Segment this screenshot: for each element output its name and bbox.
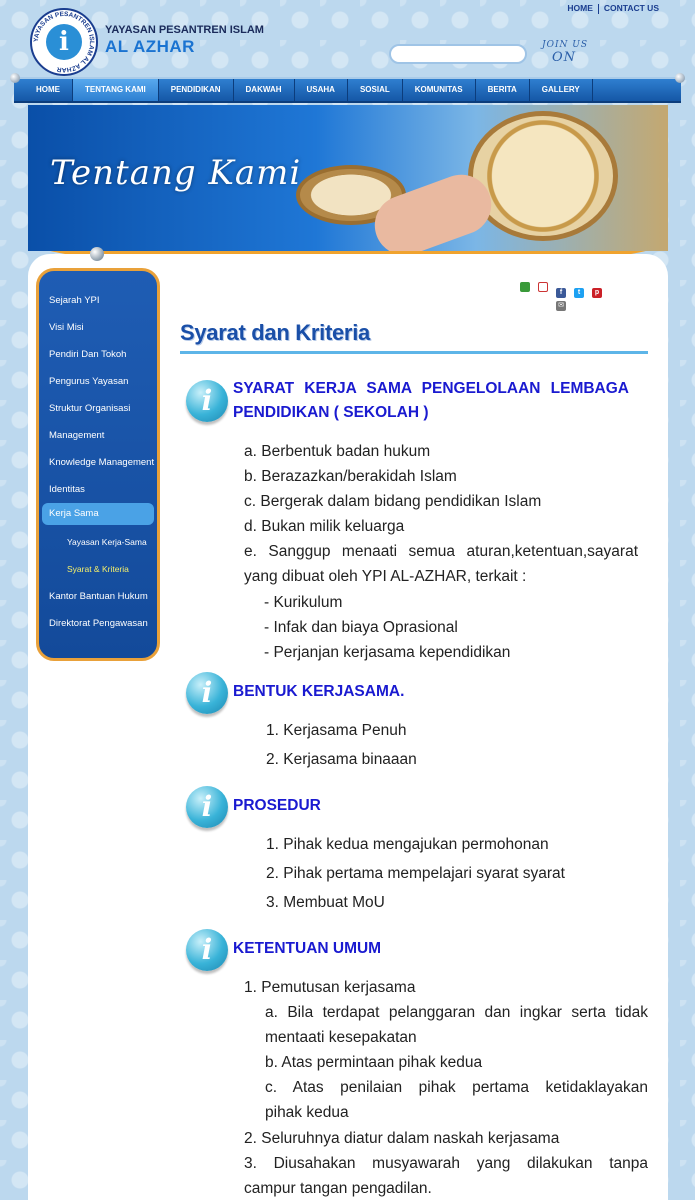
sidebar-item-identitas[interactable]: Identitas [49,484,85,495]
page-title: Syarat dan Kriteria [180,320,370,345]
sidebar-menu [36,268,160,661]
sidebar-item-sejarah[interactable]: Sejarah YPI [49,295,100,306]
title-divider [180,351,648,354]
nav-usaha[interactable]: USAHA [295,79,348,101]
list-item: c. Atas penilaian pihak pertama ketidaklayakan [265,1079,648,1096]
pdf-icon[interactable] [538,282,548,292]
list-item: 3. Diusahakan musyawarah yang dilakukan tanpa [244,1155,648,1172]
list-item: e. Sanggup menaati semua aturan,ketentuan,sayarat [244,543,638,560]
sidebar-item-kerja-sama[interactable]: Kerja Sama [42,503,154,525]
nav-berita[interactable]: BERITA [476,79,530,101]
list-item: 1. Kerjasama Penuh [266,722,407,739]
sidebar-item-kantor[interactable]: Kantor Bantuan Hukum [49,591,148,602]
sidebar-subitem-yayasan[interactable]: Yayasan Kerja-Sama [67,537,147,547]
pin-icon [90,247,104,261]
join-us-line2: ON [552,50,577,65]
info-icon: i [186,380,228,422]
twitter-icon[interactable]: t [574,288,584,298]
list-item: 1. Pemutusan kerjasama [244,979,416,996]
list-item: mentaati kesepakatan [265,1029,417,1046]
join-us-line1: JOIN US [542,40,589,50]
site-title[interactable]: AL AZHAR [105,37,195,56]
nav-tentang-kami[interactable]: TENTANG KAMI [73,79,159,101]
print-icon[interactable] [520,282,530,292]
list-item: 1. Pihak kedua mengajukan permohonan [266,836,549,853]
search-input[interactable] [389,44,527,64]
sidebar-item-pengurus[interactable]: Pengurus Yayasan [49,376,129,387]
sidebar-item-direktorat[interactable]: Direktorat Pengawasan [49,618,148,629]
list-item: c. Bergerak dalam bidang pendidikan Islam [244,493,542,510]
sidebar-item-knowledge[interactable]: Knowledge Management [49,457,155,468]
section-heading-bentuk: BENTUK KERJASAMA. [233,683,405,700]
sidebar-item-struktur[interactable]: Struktur Organisasi [49,403,131,414]
pinterest-icon[interactable]: p [592,288,602,298]
share-toolbar [518,282,608,312]
site-logo[interactable] [30,8,98,76]
top-links [567,3,659,14]
top-link-contact[interactable]: CONTACT US [603,3,659,13]
site-header [0,0,695,76]
top-link-divider [598,4,599,14]
logo-ring-text: YAYASAN PESANTREN ISLAM AL AZHAR [32,10,96,74]
list-item: 2. Seluruhnya diatur dalam naskah kerjasama [244,1130,560,1147]
list-item: - Perjanjan kerjasama kependidikan [264,644,511,661]
section-heading-prosedur: PROSEDUR [233,797,321,814]
list-item: - Infak dan biaya Oprasional [264,619,458,636]
logo-mark-icon: i [46,24,82,60]
list-item: a. Bila terdapat pelanggaran dan ingkar serta tidak [265,1004,648,1021]
sidebar-item-pendiri[interactable]: Pendiri Dan Tokoh [49,349,127,360]
nav-dakwah[interactable]: DAKWAH [234,79,295,101]
email-icon[interactable]: ✉ [556,301,566,311]
nav-sosial[interactable]: SOSIAL [348,79,403,101]
sidebar-item-visi-misi[interactable]: Visi Misi [49,322,84,333]
info-icon: i [186,786,228,828]
top-link-home[interactable]: HOME [567,3,593,13]
list-item: 2. Pihak pertama mempelajari syarat syarat [266,865,565,882]
list-item: - Kurikulum [264,594,343,611]
embroidery-hoop-image [468,111,618,241]
nav-gallery[interactable]: GALLERY [530,79,593,101]
list-item: pihak kedua [265,1104,349,1121]
nav-pendidikan[interactable]: PENDIDIKAN [159,79,234,101]
nav-komunitas[interactable]: KOMUNITAS [403,79,476,101]
info-icon: i [186,929,228,971]
sidebar-subitem-syarat[interactable]: Syarat & Kriteria [67,564,129,574]
info-icon: i [186,672,228,714]
section-heading-syarat: SYARAT KERJA SAMA PENGELOLAAN LEMBAGA [233,380,629,397]
list-item: d. Bukan milik keluarga [244,518,405,535]
section-heading-ketentuan: KETENTUAN UMUM [233,940,382,957]
main-nav [14,77,681,103]
list-item: 2. Kerjasama binaaan [266,751,417,768]
banner-title: Tentang Kami [50,153,302,193]
list-item: 3. Membuat MoU [266,894,385,911]
page-banner [28,105,668,251]
list-item: campur tangan pengadilan. [244,1180,432,1197]
list-item: b. Berazazkan/berakidah Islam [244,468,457,485]
nav-home[interactable]: HOME [24,79,73,101]
site-subtitle: YAYASAN PESANTREN ISLAM [105,24,264,36]
facebook-icon[interactable]: f [556,288,566,298]
join-us-label [542,40,588,65]
section-heading-syarat-2: PENDIDIKAN ( SEKOLAH ) [233,404,429,421]
sidebar-item-management[interactable]: Management [49,430,105,441]
list-item: yang dibuat oleh YPI AL-AZHAR, terkait : [244,568,527,585]
list-item: a. Berbentuk badan hukum [244,443,431,460]
list-item: b. Atas permintaan pihak kedua [265,1054,483,1071]
